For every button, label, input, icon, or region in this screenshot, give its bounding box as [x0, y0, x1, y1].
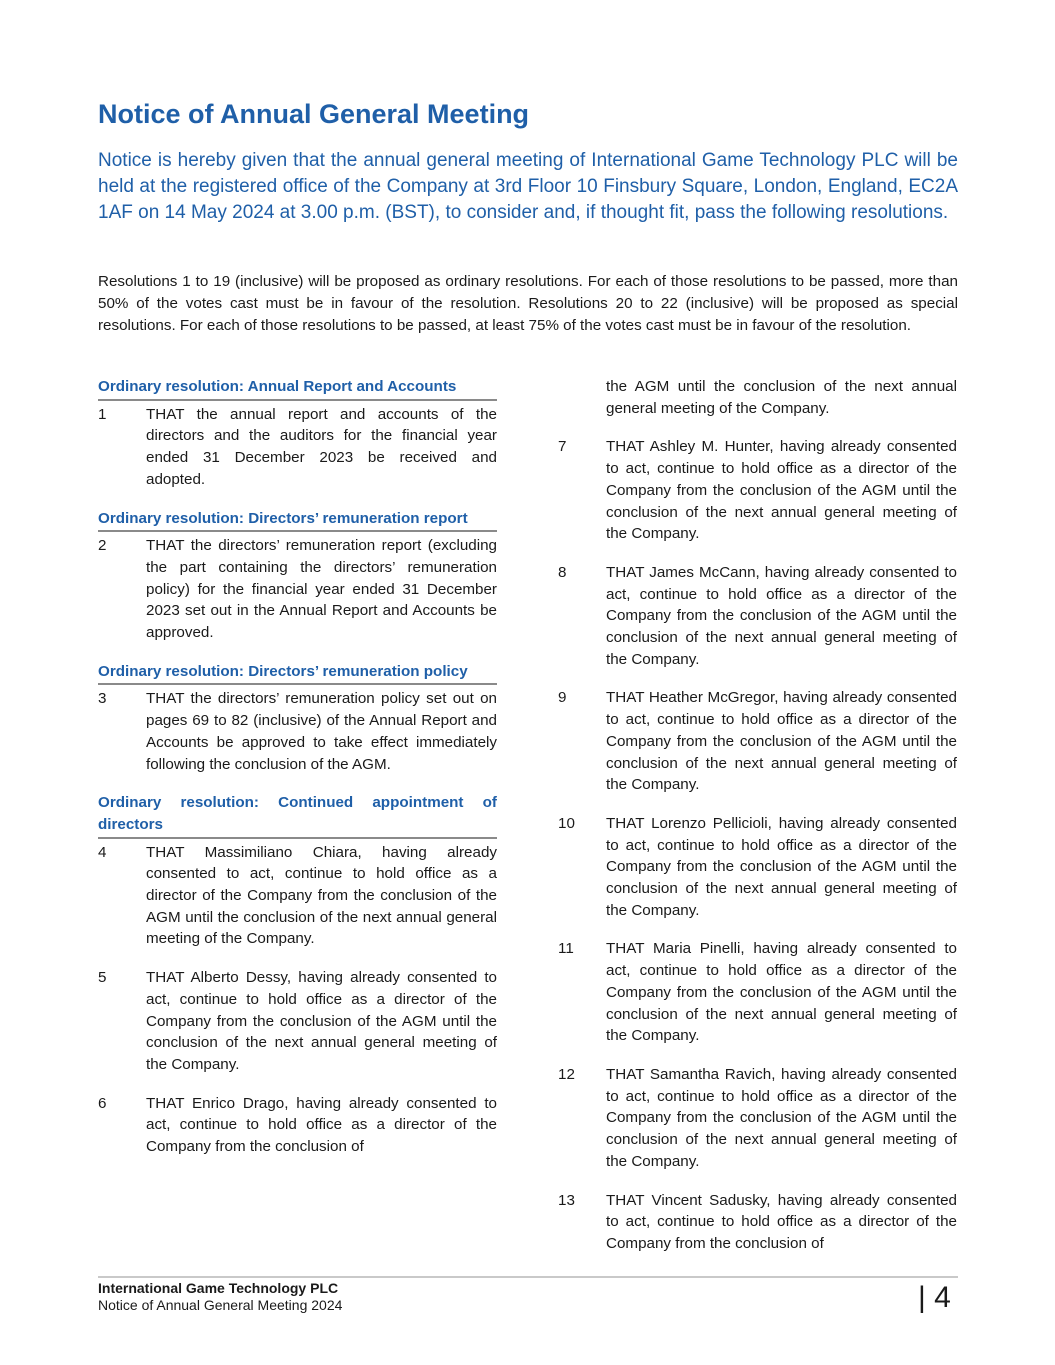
resolution-number: 3 [98, 690, 107, 708]
resolution-item [98, 842, 497, 951]
section-continued-appointment [98, 792, 497, 1158]
resolution-text: THAT Massimiliano Chiara, having already consented to act, continue to hold office as a director of the Company from the conclusion of the AGM until the conclusion of the next annual general meeting of the Company. [146, 843, 497, 948]
resolution-number: 5 [98, 969, 107, 987]
section-remuneration-report [98, 508, 497, 644]
resolution-text: THAT Enrico Drago, having already consented to act, continue to hold office as a director of the Company from the conclusion of [146, 1094, 497, 1156]
resolution-number: 7 [558, 438, 567, 456]
resolution-number: 1 [98, 405, 107, 423]
footer-company: International Game Technology PLC [98, 1280, 339, 1296]
footer-divider [98, 1276, 958, 1278]
resolution-number: 2 [98, 537, 107, 555]
resolution-item [558, 813, 957, 922]
resolution-number: 4 [98, 843, 107, 861]
left-column [98, 376, 497, 1175]
section-remuneration-policy [98, 661, 497, 776]
resolution-item [558, 687, 957, 796]
page-number: | 4 [918, 1281, 951, 1314]
resolution-text: THAT the directors’ remuneration report (excluding the part containing the directors’ remuneration policy) for the financial year ended 31 December 2023 set out in the Annual Report and Accounts be approved. [146, 537, 497, 642]
section-heading: Ordinary resolution: Directors’ remuneration policy [98, 661, 497, 686]
resolution-text: THAT Heather McGregor, having already consented to act, continue to hold office as a director of the Company from the conclusion of the AGM until the conclusion of the next annual general meeting of the Company. [606, 689, 957, 794]
resolution-text: THAT Samantha Ravich, having already consented to act, continue to hold office as a director of the Company from the conclusion of the AGM until the conclusion of the next annual general meeting of the Company. [606, 1065, 957, 1170]
resolution-number: 12 [558, 1065, 575, 1083]
resolution-item [558, 562, 957, 671]
section-heading: Ordinary resolution: Continued appointment of directors [98, 792, 497, 838]
resolution-item [558, 938, 957, 1047]
resolution-text: THAT Lorenzo Pellicioli, having already consented to act, continue to hold office as a director of the Company from the conclusion of the AGM until the conclusion of the next annual general meeting of the Company. [606, 814, 957, 919]
footer-document-title: Notice of Annual General Meeting 2024 [98, 1297, 343, 1313]
resolution-text: THAT Maria Pinelli, having already consented to act, continue to hold office as a director of the Company from the conclusion of the AGM until the conclusion of the next annual general meeting of the Company. [606, 940, 957, 1045]
resolution-text: THAT the annual report and accounts of the directors and the auditors for the financial year ended 31 December 2023 be received and adopted. [146, 405, 497, 488]
resolution-item [98, 404, 497, 491]
resolution-number: 9 [558, 689, 567, 707]
resolution-item [98, 1093, 497, 1158]
intro-paragraph: Notice is hereby given that the annual general meeting of International Game Technology PLC will be held at the registered office of the Company at 3rd Floor 10 Finsbury Square, London, England, EC2A 1AF on 14 May 2024 at 3.00 p.m. (BST), to consider and, if thought fit, pass the following resolutions. [98, 150, 958, 223]
resolution-number: 10 [558, 814, 575, 832]
section-heading: Ordinary resolution: Annual Report and Accounts [98, 376, 497, 401]
resolution-number: 13 [558, 1191, 575, 1209]
resolution-item [98, 967, 497, 1076]
right-column [558, 376, 957, 1272]
resolution-item [558, 1190, 957, 1255]
resolution-text: THAT Alberto Dessy, having already consented to act, continue to hold office as a director of the Company from the conclusion of the AGM until the conclusion of the next annual general meeting of the Company. [146, 969, 497, 1073]
resolution-item [558, 436, 957, 545]
resolution-text: THAT the directors’ remuneration policy set out on pages 69 to 82 (inclusive) of the Annual Report and Accounts be approved to take effect immediately following the conclusion of the AGM. [146, 690, 497, 773]
resolution-text: THAT James McCann, having already consented to act, continue to hold office as a director of the Company from the conclusion of the AGM until the conclusion of the next annual general meeting of the Company. [606, 563, 957, 668]
resolution-item [98, 688, 497, 775]
resolution-item [98, 535, 497, 644]
resolution-number: 8 [558, 563, 567, 581]
resolution-text: THAT Vincent Sadusky, having already consented to act, continue to hold office as a director of the Company from the conclusion of [606, 1191, 957, 1252]
section-annual-report [98, 376, 497, 491]
resolution-continuation: the AGM until the conclusion of the next annual general meeting of the Company. [606, 378, 957, 417]
resolution-number: 6 [98, 1094, 107, 1112]
section-heading: Ordinary resolution: Directors’ remuneration report [98, 508, 497, 533]
page-title: Notice of Annual General Meeting [98, 99, 530, 129]
resolution-number: 11 [558, 940, 574, 958]
resolution-item [558, 1064, 957, 1173]
resolution-text: THAT Ashley M. Hunter, having already consented to act, continue to hold office as a director of the Company from the conclusion of the AGM until the conclusion of the next annual general meeting of the Company. [606, 438, 957, 543]
resolutions-explanation: Resolutions 1 to 19 (inclusive) will be proposed as ordinary resolutions. For each of those resolutions to be passed, more than 50% of the votes cast must be in favour of the resolution. Resolutions 20 to 22 (inclusive) will be proposed as special resolutions. For each of those resolutions to be passed, at least 75% of the votes cast must be in favour of the resolution. [98, 273, 958, 334]
